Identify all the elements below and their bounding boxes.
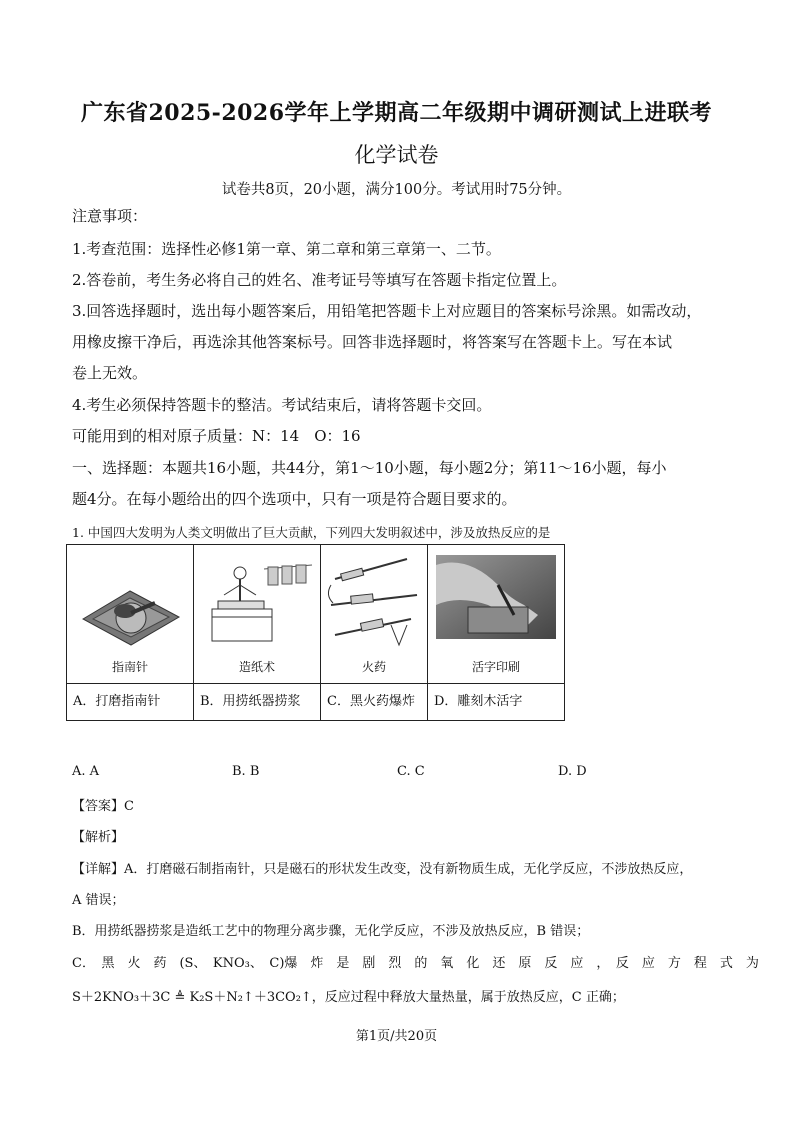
detail-line-1: 【详解】A．打磨磁石制指南针，只是磁石的形状发生改变，没有新物质生成，无化学反应，不涉放热反应，: [72, 862, 693, 877]
note-4: 4.考生必须保持答题卡的整洁。考试结束后，请将答题卡交回。: [72, 396, 492, 414]
choice-a: A. A: [72, 764, 100, 779]
note-3a: 3.回答选择题时，选出每小题答案后，用铅笔把答题卡上对应题目的答案标号涂黑。如需改动，: [72, 302, 702, 320]
equation-line: [72, 986, 625, 1005]
option-d: D．雕刻木活字: [428, 684, 565, 721]
figure-compass: [67, 545, 194, 684]
option-a: A．打磨指南针: [67, 684, 194, 721]
exam-subtitle: 化学试卷: [354, 143, 439, 167]
choice-d: D. D: [558, 764, 587, 779]
option-c: C．黑火药爆炸: [321, 684, 428, 721]
answer-line: 【答案】C: [72, 799, 134, 814]
equation-tail: ，反应过程中释放大量热量，属于放热反应，C 正确；: [311, 990, 625, 1005]
figure-gunpowder: [321, 545, 428, 684]
gunpowder-image: [321, 545, 427, 655]
note-2: 2.答卷前，考生务必将自己的姓名、准考证号等填写在答题卡指定位置上。: [72, 271, 567, 289]
caption-compass: 指南针: [111, 660, 148, 674]
page-footer: 第1页/共20页: [355, 1029, 438, 1044]
compass-image: [67, 545, 193, 655]
note-1: 1.考查范围：选择性必修1第一章、第二章和第三章第一、二节。: [72, 240, 501, 258]
note-3c: 卷上无效。: [72, 364, 148, 382]
caption-gunpowder: 火药: [361, 660, 386, 674]
figure-printing: [428, 545, 565, 684]
note-3b: 用橡皮擦干净后，再选涂其他答案标号。回答非选择题时，将答案写在答题卡上。写在本试: [72, 333, 673, 351]
choice-c: C. C: [397, 764, 425, 779]
analysis-heading: 【解析】: [72, 830, 125, 845]
notes-heading: 注意事项：: [72, 207, 148, 225]
option-b: B．用捞纸器捞浆: [194, 684, 321, 721]
movable-type-image: [428, 545, 564, 655]
figure-papermaking: [194, 545, 321, 684]
atomic-mass-line: 可能用到的相对原子质量：N：14 O：16: [72, 427, 361, 445]
inventions-table: [66, 544, 565, 721]
choice-b: B. B: [232, 764, 260, 779]
question-1-stem: 1. 中国四大发明为人类文明做出了巨大贡献，下列四大发明叙述中，涉及放热反应的是: [72, 525, 551, 540]
section-heading-2: 题4分。在每小题给出的四个选项中，只有一项是符合题目要求的。: [72, 490, 517, 508]
caption-printing: 活字印刷: [471, 660, 520, 674]
caption-papermaking: 造纸术: [238, 660, 275, 674]
detail-line-2: A 错误；: [72, 893, 125, 908]
exam-info: 试卷共8页，20小题，满分100分。考试用时75分钟。: [221, 182, 572, 198]
papermaking-image: [194, 545, 320, 655]
section-heading-1: 一、选择题：本题共16小题，共44分，第1～10小题，每小题2分；第11～16小题，每小: [72, 459, 667, 477]
exam-title: 广东省2025-2026学年上学期高二年级期中调研测试上进联考: [80, 100, 713, 126]
detail-line-3: B．用捞纸器捞浆是造纸工艺中的物理分离步骤，无化学反应，不涉及放热反应，B 错误；: [72, 924, 590, 939]
reaction-equation: S＋2KNO₃＋3C ≜ K₂S＋N₂↑＋3CO₂↑: [72, 990, 312, 1005]
detail-line-4: C． 黑 火 药 (S、 KNO₃、 C)爆 炸 是 剧 烈 的 氧 化 还 原 反 应 ， 反 应 方 程 式 为: [72, 956, 759, 971]
